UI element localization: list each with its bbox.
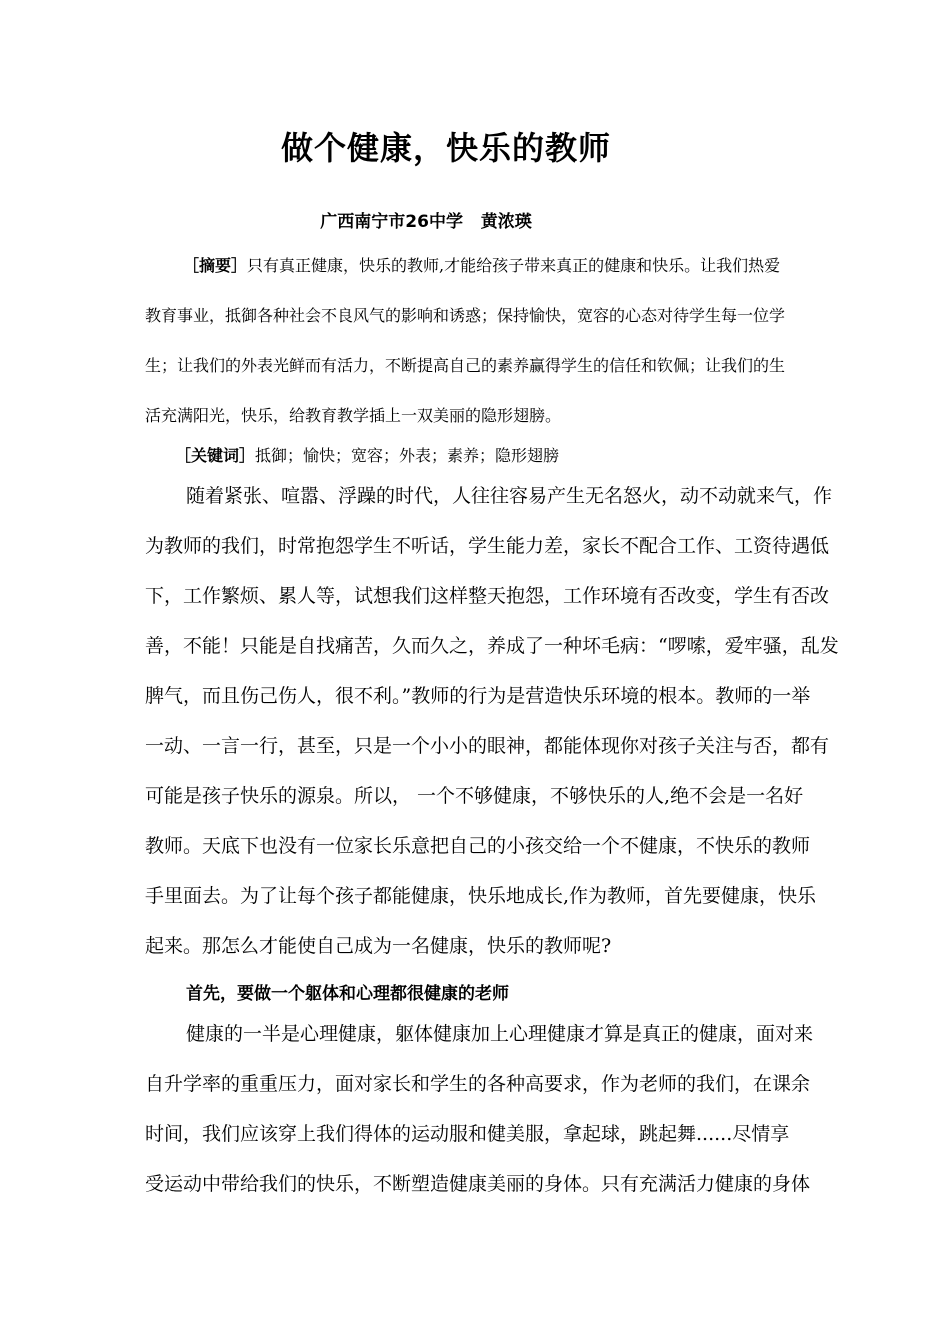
- abstract-line-1: [183, 254, 780, 278]
- paragraph-line: 为教师的我们，时常抱怨学生不听话，学生能力差，家长不配合工作、工资待遇低: [145, 535, 830, 557]
- paragraph-line: 自升学率的重重压力，面对家长和学生的各种高要求，作为老师的我们，在课余: [145, 1073, 811, 1095]
- paragraph-line: 脾气，而且伤己伤人，很不利。”教师的行为是营造快乐环境的根本。教师的一举: [145, 685, 811, 707]
- abstract-line-4: 活充满阳光，快乐，给教育教学插上一双美丽的隐形翅膀。: [145, 406, 562, 425]
- abstract-text: 只有真正健康，快乐的教师,才能给孩子带来真正的健康和快乐。让我们热爱: [247, 256, 781, 275]
- paragraph-line: 时间，我们应该穿上我们得体的运动服和健美服，拿起球，跳起舞......尽情享: [145, 1123, 790, 1145]
- paragraph-line: 可能是孩子快乐的源泉。所以， 一个不够健康，不够快乐的人,绝不会是一名好: [145, 785, 804, 807]
- abstract-line-2: 教育事业，抵御各种社会不良风气的影响和诱惑；保持愉快，宽容的心态对待学生每一位学: [145, 306, 786, 325]
- abstract-line-3: 生；让我们的外表光鲜而有活力，不断提高自己的素养赢得学生的信任和钦佩；让我们的生: [145, 356, 786, 375]
- paragraph-line: 随着紧张、喧嚣、浮躁的时代，人往往容易产生无名怒火，动不动就来气，作: [186, 485, 833, 507]
- paragraph-line: 善，不能！只能是自找痛苦，久而久之，养成了一种坏毛病：“啰嗦，爱牢骚，乱发: [145, 635, 839, 657]
- paragraph-line: 教师。天底下也没有一位家长乐意把自己的小孩交给一个不健康，不快乐的教师: [145, 835, 811, 857]
- section-heading: 首先，要做一个躯体和心理都很健康的老师: [186, 984, 509, 1004]
- paragraph-line: 健康的一半是心理健康，躯体健康加上心理健康才算是真正的健康，面对来: [186, 1023, 814, 1045]
- abstract-tag: ［摘要］: [183, 256, 248, 275]
- keywords-tag: ［关键词］: [175, 446, 256, 465]
- paragraph-line: 手里面去。为了让每个孩子都能健康，快乐地成长,作为教师，首先要健康，快乐: [145, 885, 817, 907]
- keywords-line: [175, 444, 559, 468]
- document-title: 做个健康，快乐的教师: [280, 129, 611, 167]
- paragraph-line: 一动、一言一行，甚至，只是一个小小的眼神，都能体现你对孩子关注与否，都有: [145, 735, 830, 757]
- paragraph-line: 受运动中带给我们的快乐，不断塑造健康美丽的身体。只有充满活力健康的身体: [145, 1173, 811, 1195]
- author-line: 广西南宁市26中学 黄浓瑛: [320, 212, 532, 232]
- keywords-text: 抵御；愉快；宽容；外表；素养；隐形翅膀: [255, 446, 560, 465]
- paragraph-line: 下，工作繁烦、累人等，试想我们这样整天抱怨，工作环境有否改变，学生有否改: [145, 585, 830, 607]
- paragraph-line: 起来。那怎么才能使自己成为一名健康，快乐的教师呢?: [145, 935, 612, 957]
